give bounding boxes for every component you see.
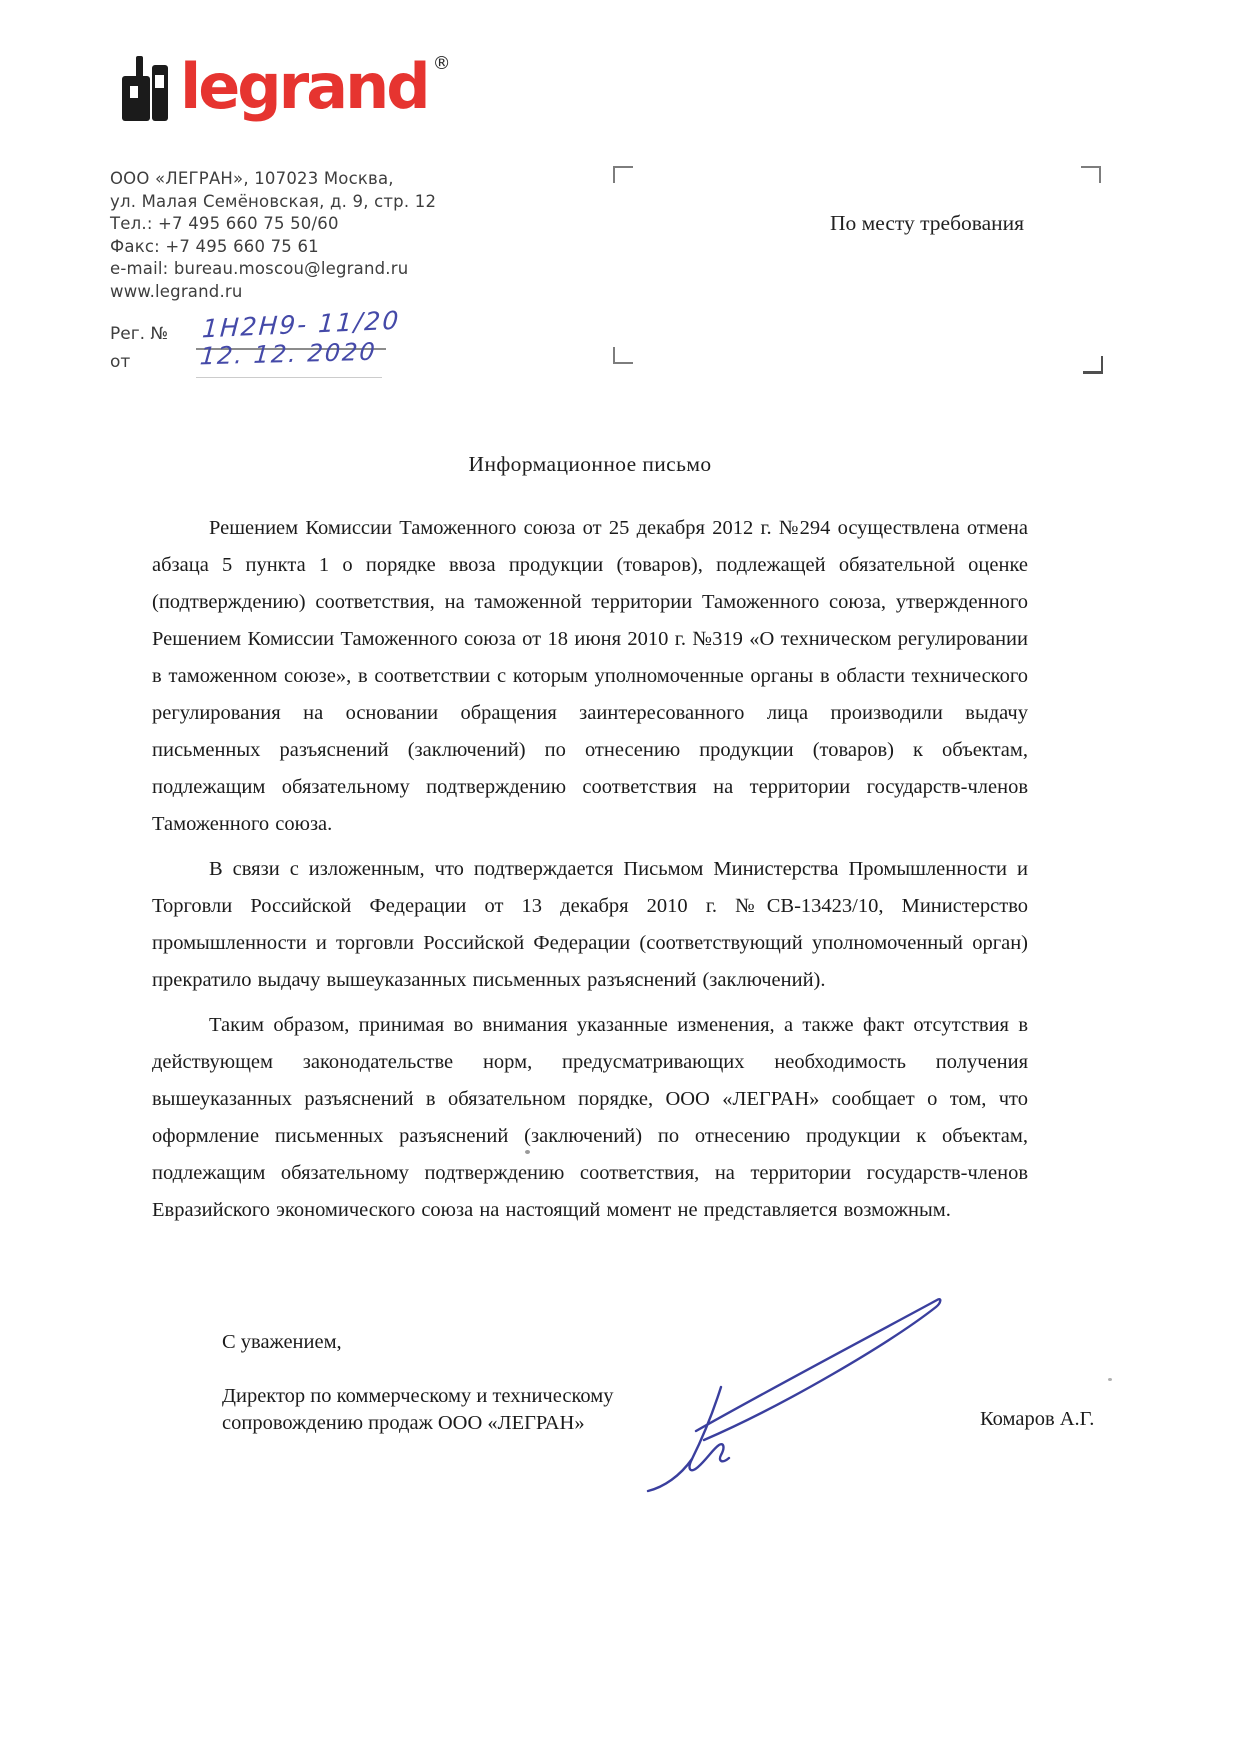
- brand-wordmark: legrand: [180, 50, 428, 123]
- letter-body: [152, 452, 1028, 1229]
- window-corner-mark-top-left: [613, 166, 633, 183]
- reg-date-handwritten: 12. 12. 2020: [198, 337, 378, 371]
- closing-salutation: С уважением,: [222, 1331, 342, 1353]
- sender-contact-block: [110, 168, 436, 303]
- letter-paragraph: Решением Комиссии Таможенного союза от 25 декабря 2012 г. №294 осуществлена отмена абзаца 5 пункта 1 о порядке ввоза продукции (товаров), подлежащей обязательной оценке (подтверждению) соответствия, на таможенной территории Таможенного союза, утвержденного Решением Комиссии Таможенного союза от 18 июня 2010 г. №319 «О техническом регулировании в таможенном союзе», в соответствии с которым уполномоченные органы в области технического регулирования на основании обращения заинтересованного лица производили выдачу письменных разъяснений (заключений) по отнесению продукции (товаров) к объектам, подлежащим обязательному подтверждению соответствия на территории государств-членов Таможенного союза.: [152, 517, 1028, 835]
- reg-number-handwritten: 1Н2Н9- 11/20: [201, 305, 402, 344]
- letter-paragraph: Таким образом, принимая во внимания указанные изменения, а также факт отсутствия в действующем законодательстве норм, предусматривающих необходимость получения вышеуказанных разъяснений в обязательном порядке, ООО «ЛЕГРАН» сообщает о том, что оформление письменных разъяснений (заключений) по отнесению продукции к объектам, подлежащим обязательному подтверждению соответствия, на территории государств-членов Евразийского экономического союза на настоящий момент не представляется возможным.: [152, 1014, 1028, 1221]
- signer-position: [222, 1383, 613, 1436]
- scan-artifact-dot: [1108, 1378, 1112, 1381]
- sender-email-line: e-mail: bureau.moscou@legrand.ru: [110, 259, 409, 278]
- window-corner-mark-top-right: [1081, 166, 1101, 183]
- sender-fax-line: Факс: +7 495 660 75 61: [110, 236, 319, 256]
- letter-title: Информационное письмо: [468, 452, 712, 476]
- signer-name: Комаров А.Г.: [980, 1408, 1095, 1430]
- reg-date-fill-line: [196, 377, 382, 378]
- recipient-note: По месту требования: [830, 211, 1025, 235]
- window-corner-mark-bottom-left: [613, 347, 633, 364]
- legrand-logo-icon: [122, 56, 168, 122]
- registered-trademark-symbol: ®: [432, 53, 451, 74]
- sender-website-line: www.legrand.ru: [110, 281, 243, 301]
- scan-artifact-dot: [525, 1150, 530, 1154]
- signer-position-line1: Директор по коммерческому и техническому: [222, 1385, 614, 1407]
- handwritten-signature: [600, 1283, 980, 1498]
- signer-position-line2: сопровождению продаж ООО «ЛЕГРАН»: [222, 1411, 585, 1434]
- sender-phone-line: Тел.: +7 495 660 75 50/60: [110, 214, 339, 233]
- sender-company-line: ООО «ЛЕГРАН», 107023 Москва,: [110, 169, 394, 188]
- date-from-label: от: [110, 352, 131, 372]
- sender-street-line: ул. Малая Семёновская, д. 9, стр. 12: [110, 191, 437, 211]
- legrand-logo: [122, 50, 451, 123]
- reg-number-label: Рег. №: [110, 324, 169, 344]
- letter-paragraph: В связи с изложенным, что подтверждается Письмом Министерства Промышленности и Торговли Российской Федерации от 13 декабря 2010 г. №СВ-13423/10, Министерство промышленности и торговли Российской Федерации (соответствующий уполномоченный орган) прекратило выдачу вышеуказанных письменных разъяснений (заключений).: [152, 858, 1028, 991]
- window-corner-mark-bottom-right: [1083, 356, 1103, 374]
